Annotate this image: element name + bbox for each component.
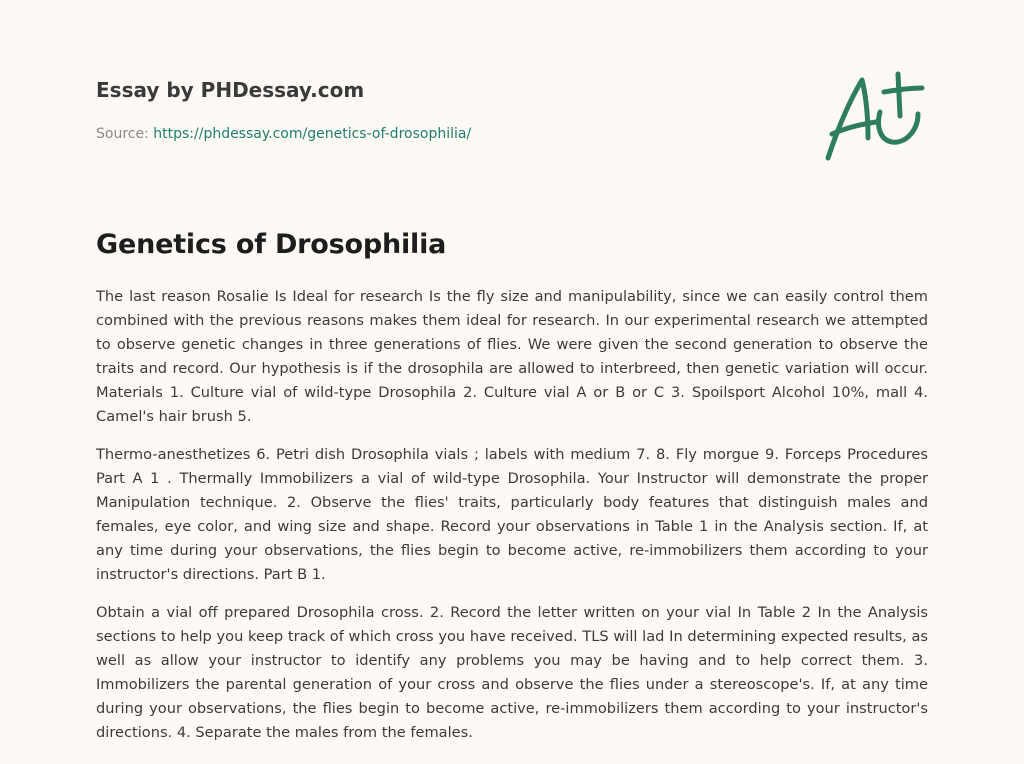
a-plus-logo-icon [818, 66, 930, 166]
essay-paragraph: Obtain a vial off prepared Drosophila cross. 2. Record the letter written on your vial In Table 2 In the Analysis sections to help you keep track of which cross you have received. TLS will lad In determining expected results, as well as allow your instructor to identify any problems you may be having and to help correct them. 3. Immobilizers the parental generation of your cross and observe the flies under a stereoscope's. If, at any time during your observations, the flies begin to become active, re-immobilizers them according to your instructor's directions. 4. Separate the males from the females. [96, 604, 928, 741]
source-line [96, 124, 796, 144]
essay-paragraph: The last reason Rosalie Is Ideal for research Is the fly size and manipulability, since we can easily control them combined with the previous reasons makes them ideal for research. In our experimental research we attempted to observe genetic changes in three generations of flies. We were given the second generation to observe the traits and record. Our hypothesis is if the drosophila are allowed to interbreed, then genetic variation will occur. Materials 1. Culture vial of wild-type Drosophila 2. Culture vial A or B or C 3. Spoilsport Alcohol 10%, mall 4. Camel's hair brush 5. [96, 288, 928, 425]
site-title: Essay by PHDessay.com [96, 78, 365, 102]
essay-paragraph: Thermo-anesthetizes 6. Petri dish Drosophila vials ; labels with medium 7. 8. Fly morgue 9. Forceps Procedures Part A 1 . Thermally Immobilizers a vial of wild-type Drosophila. Your Instructor will demonstrate the proper Manipulation technique. 2. Observe the flies' traits, particularly body features that distinguish males and females, eye color, and wing size and shape. Record your observations in Table 1 in the Analysis section. If, at any time during your observations, the flies begin to become active, re-immobilizers them according to your instructor's directions. Part B 1. [96, 446, 928, 583]
source-label: Source: [96, 126, 149, 142]
essay-title: Genetics of Drosophilia [96, 229, 447, 260]
header [96, 76, 796, 144]
source-link[interactable]: https://phdessay.com/genetics-of-drosophilia/ [153, 126, 472, 142]
essay-body [96, 285, 928, 759]
